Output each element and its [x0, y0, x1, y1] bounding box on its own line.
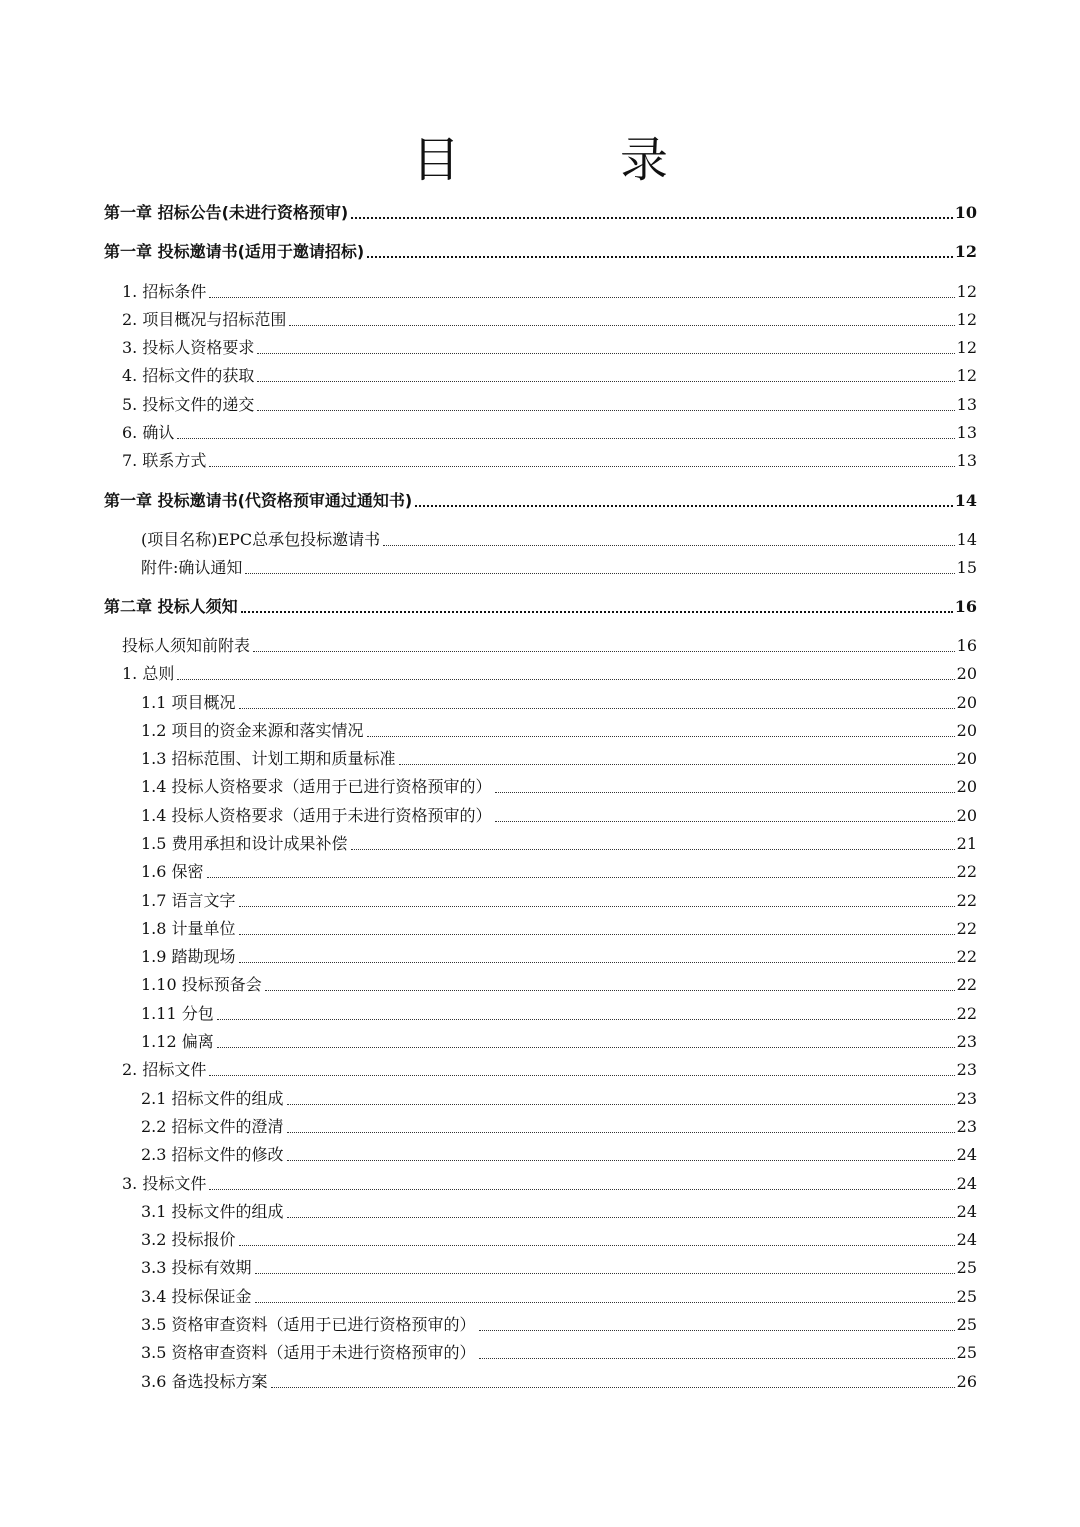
toc-page-number: 24: [956, 1145, 977, 1164]
toc-entry-label: 3.3 投标有效期: [141, 1258, 252, 1277]
toc-page-number: 14: [954, 491, 977, 510]
toc-entry-label: 1. 总则: [122, 664, 175, 683]
toc-entry[interactable]: [141, 857, 977, 883]
toc-entry[interactable]: [141, 914, 977, 940]
toc-entry-label: 1. 招标条件: [122, 282, 207, 301]
toc-entry-label: 5. 投标文件的递交: [122, 395, 255, 414]
toc-entry[interactable]: [141, 1253, 977, 1279]
toc-entry[interactable]: [122, 418, 977, 444]
toc-page-number: 25: [956, 1315, 977, 1334]
toc-leader: [255, 1302, 955, 1303]
toc-entry[interactable]: [141, 1027, 977, 1053]
toc-leader: [287, 1160, 955, 1161]
toc-leader: [287, 1217, 955, 1218]
toc-page-number: 20: [956, 777, 977, 796]
toc-leader: [255, 1273, 955, 1274]
toc-entry[interactable]: [141, 716, 977, 742]
toc-entry[interactable]: [122, 361, 977, 387]
toc-leader: [217, 1019, 955, 1020]
toc-page-number: 25: [956, 1343, 977, 1362]
toc-entry-label: 第一章 投标邀请书(适用于邀请招标): [104, 242, 365, 261]
toc-entry-label: 1.6 保密: [141, 862, 204, 881]
toc-leader: [271, 1387, 955, 1388]
toc-leader: [265, 990, 955, 991]
toc-leader: [399, 764, 955, 765]
toc-leader: [287, 1132, 955, 1133]
toc-leader: [479, 1358, 955, 1359]
toc-page-number: 26: [956, 1372, 977, 1391]
toc-page-number: 12: [956, 338, 977, 357]
toc-entry[interactable]: [122, 333, 977, 359]
toc-entry[interactable]: [141, 999, 977, 1025]
toc-page-number: 20: [956, 664, 977, 683]
toc-leader: [257, 381, 954, 382]
toc-entry-label: 第一章 投标邀请书(代资格预审通过通知书): [104, 491, 413, 510]
toc-entry[interactable]: [104, 237, 977, 263]
toc-entry[interactable]: [141, 1140, 977, 1166]
toc-leader: [351, 849, 955, 850]
toc-page-number: 20: [956, 721, 977, 740]
toc-entry-label: 1.3 招标范围、计划工期和质量标准: [141, 749, 396, 768]
toc-page-number: 13: [956, 423, 977, 442]
toc-entry[interactable]: [141, 1197, 977, 1223]
toc-page-number: 12: [956, 310, 977, 329]
toc-entry[interactable]: [141, 1112, 977, 1138]
toc-page-number: 22: [956, 891, 977, 910]
toc-leader: [207, 877, 955, 878]
toc-page-number: 20: [956, 749, 977, 768]
toc-entry[interactable]: [141, 525, 977, 551]
toc-leader: [245, 573, 954, 574]
toc-entry[interactable]: [141, 1225, 977, 1251]
toc-page-number: 22: [956, 919, 977, 938]
toc-entry[interactable]: [122, 390, 977, 416]
toc-page-number: 25: [956, 1258, 977, 1277]
toc-page-number: 20: [956, 806, 977, 825]
toc-page-number: 22: [956, 975, 977, 994]
toc-page-number: 12: [954, 242, 977, 261]
page-title: 目 录: [411, 132, 724, 188]
toc-entry[interactable]: [141, 829, 977, 855]
toc-page-number: 23: [956, 1117, 977, 1136]
toc-leader: [367, 256, 953, 258]
toc-leader: [383, 545, 954, 546]
toc-entry-label: 1.11 分包: [141, 1004, 214, 1023]
toc-entry-label: 2.1 招标文件的组成: [141, 1089, 284, 1108]
toc-page-number: 24: [956, 1174, 977, 1193]
toc-leader: [351, 217, 953, 219]
toc-entry-label: 3.4 投标保证金: [141, 1287, 252, 1306]
toc-entry-label: 1.1 项目概况: [141, 693, 236, 712]
toc-page-number: 13: [956, 451, 977, 470]
toc-entry[interactable]: [141, 1084, 977, 1110]
toc-entry[interactable]: [122, 446, 977, 472]
toc-leader: [257, 410, 954, 411]
toc-entry[interactable]: [141, 772, 977, 798]
toc-entry[interactable]: [141, 1282, 977, 1308]
toc-entry-label: 3.6 备选投标方案: [141, 1372, 268, 1391]
toc-page-number: 12: [956, 366, 977, 385]
toc-entry-label: (项目名称)EPC总承包投标邀请书: [141, 530, 381, 549]
toc-entry-label: 1.8 计量单位: [141, 919, 236, 938]
toc-leader: [209, 466, 954, 467]
toc-entry-label: 2. 项目概况与招标范围: [122, 310, 287, 329]
toc-leader: [177, 679, 954, 680]
toc-leader: [209, 1189, 954, 1190]
toc-page-number: 22: [956, 1004, 977, 1023]
toc-leader: [257, 353, 954, 354]
toc-page-number: 20: [956, 693, 977, 712]
toc-entry[interactable]: [141, 942, 977, 968]
toc-page-number: 24: [956, 1230, 977, 1249]
toc-leader: [239, 906, 955, 907]
toc-entry-label: 投标人须知前附表: [122, 636, 251, 655]
toc-page-number: 10: [954, 203, 977, 222]
toc-entry-label: 1.4 投标人资格要求（适用于已进行资格预审的）: [141, 777, 492, 796]
toc-entry[interactable]: [122, 631, 977, 657]
toc-page-number: 24: [956, 1202, 977, 1221]
toc-entry-label: 3.2 投标报价: [141, 1230, 236, 1249]
toc-leader: [367, 736, 955, 737]
toc-entry[interactable]: [141, 970, 977, 996]
toc-entry-label: 3.5 资格审查资料（适用于已进行资格预审的）: [141, 1315, 476, 1334]
toc-entry-label: 3. 投标文件: [122, 1174, 207, 1193]
toc-entry-label: 1.10 投标预备会: [141, 975, 262, 994]
toc-entry[interactable]: [141, 1367, 977, 1393]
toc-page-number: 23: [956, 1089, 977, 1108]
toc-entry-label: 1.12 偏离: [141, 1032, 214, 1051]
toc-leader: [495, 792, 955, 793]
toc-leader: [415, 505, 953, 507]
toc-leader: [239, 708, 955, 709]
toc-entry-label: 第一章 招标公告(未进行资格预审): [104, 203, 349, 222]
toc-page-number: 25: [956, 1287, 977, 1306]
toc-leader: [287, 1104, 955, 1105]
toc-leader: [177, 438, 954, 439]
toc-page-number: 21: [956, 834, 977, 853]
toc-entry[interactable]: [141, 744, 977, 770]
toc-page-number: 22: [956, 862, 977, 881]
toc-entry[interactable]: [104, 592, 977, 618]
toc-page-number: 16: [954, 597, 977, 616]
toc-page-number: 23: [956, 1032, 977, 1051]
toc-entry-label: 第二章 投标人须知: [104, 597, 238, 616]
toc-page-number: 13: [956, 395, 977, 414]
toc-entry[interactable]: [104, 486, 977, 512]
toc-entry-label: 1.5 费用承担和设计成果补偿: [141, 834, 348, 853]
toc-leader: [209, 1075, 954, 1076]
toc-page-number: 14: [956, 530, 977, 549]
toc-leader: [495, 821, 955, 822]
toc-page-number: 12: [956, 282, 977, 301]
toc-entry[interactable]: [104, 198, 977, 224]
toc-entry-label: 3. 投标人资格要求: [122, 338, 255, 357]
toc-leader: [239, 962, 955, 963]
toc-entry-label: 3.1 投标文件的组成: [141, 1202, 284, 1221]
toc-page-number: 15: [956, 558, 977, 577]
toc-entry-label: 附件:确认通知: [141, 558, 243, 577]
toc-entry[interactable]: [141, 801, 977, 827]
toc-entry[interactable]: [141, 1338, 977, 1364]
toc-entry-label: 2.2 招标文件的澄清: [141, 1117, 284, 1136]
toc-leader: [217, 1047, 955, 1048]
toc-entry-label: 6. 确认: [122, 423, 175, 442]
toc-entry-label: 1.7 语言文字: [141, 891, 236, 910]
toc-entry[interactable]: [122, 277, 977, 303]
toc-entry[interactable]: [141, 1310, 977, 1336]
toc-entry[interactable]: [141, 886, 977, 912]
toc-page-number: 16: [956, 636, 977, 655]
toc-entry[interactable]: [122, 305, 977, 331]
toc-entry[interactable]: [122, 1169, 977, 1195]
toc-entry-label: 1.2 项目的资金来源和落实情况: [141, 721, 364, 740]
toc-entry-label: 1.9 踏勘现场: [141, 947, 236, 966]
toc-leader: [479, 1330, 955, 1331]
toc-leader: [209, 297, 954, 298]
toc-leader: [289, 325, 954, 326]
toc-leader: [239, 1245, 955, 1246]
toc-entry-label: 3.5 资格审查资料（适用于未进行资格预审的）: [141, 1343, 476, 1362]
toc-entry-label: 4. 招标文件的获取: [122, 366, 255, 385]
toc-page-number: 22: [956, 947, 977, 966]
toc-entry-label: 2.3 招标文件的修改: [141, 1145, 284, 1164]
toc-entry-label: 1.4 投标人资格要求（适用于未进行资格预审的）: [141, 806, 492, 825]
toc-entry[interactable]: [122, 1055, 977, 1081]
toc-entry[interactable]: [141, 553, 977, 579]
toc-leader: [253, 651, 955, 652]
toc-entry[interactable]: [141, 688, 977, 714]
toc-entry-label: 7. 联系方式: [122, 451, 207, 470]
toc-page-number: 23: [956, 1060, 977, 1079]
toc-leader: [239, 934, 955, 935]
toc-entry-label: 2. 招标文件: [122, 1060, 207, 1079]
toc-entry[interactable]: [122, 659, 977, 685]
toc-leader: [241, 611, 953, 613]
